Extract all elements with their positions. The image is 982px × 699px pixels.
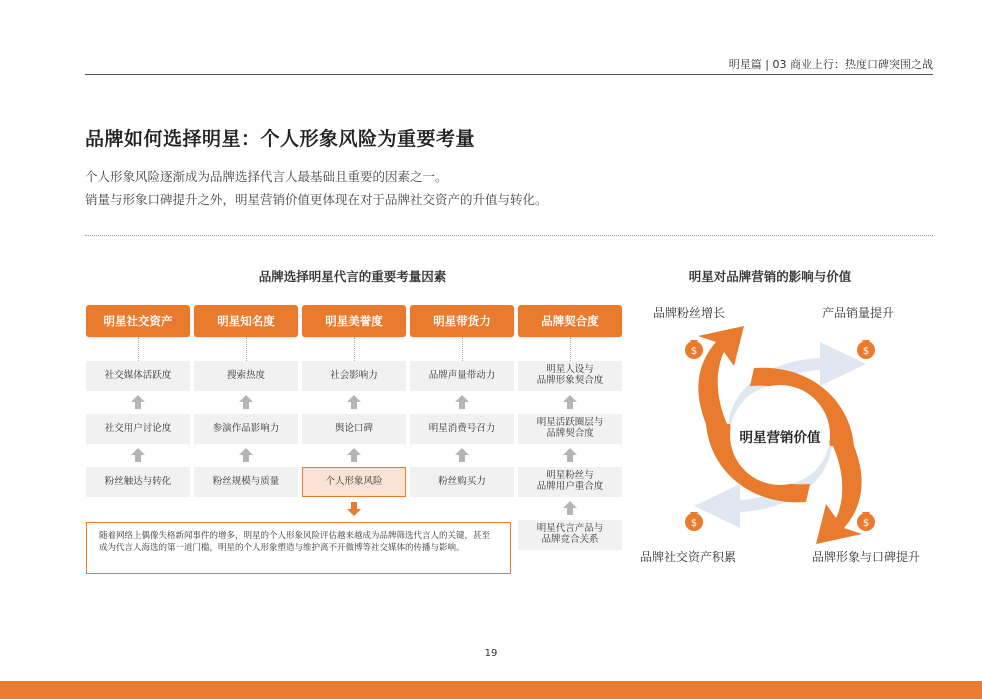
factor-box: 社交媒体活跃度 xyxy=(86,361,190,391)
up-arrow-icon xyxy=(562,395,578,409)
column-head: 明星带货力 xyxy=(410,305,514,337)
factor-box: 参演作品影响力 xyxy=(194,414,298,444)
up-arrow-icon xyxy=(454,395,470,409)
up-arrow-icon xyxy=(130,448,146,462)
up-arrow-icon xyxy=(454,448,470,462)
factor-column-social-assets xyxy=(86,305,190,487)
connector-line xyxy=(570,337,571,361)
factor-box: 粉丝购买力 xyxy=(410,467,514,497)
money-bag-icon xyxy=(857,512,875,531)
column-head: 品牌契合度 xyxy=(518,305,622,337)
connector-line xyxy=(462,337,463,361)
up-arrow-icon xyxy=(238,395,254,409)
up-arrow-icon xyxy=(238,448,254,462)
factor-box: 社交用户讨论度 xyxy=(86,414,190,444)
label-bottom-left: 品牌社交资产积累 xyxy=(640,550,737,564)
connector-line xyxy=(354,337,355,361)
up-arrow-icon xyxy=(562,501,578,515)
subtitle-line-2: 销量与形象口碑提升之外，明星营销价值更体现在对于品牌社交资产的升值与转化。 xyxy=(85,192,548,207)
label-top-right: 产品销量提升 xyxy=(822,306,895,320)
svg-text:$: $ xyxy=(690,518,698,529)
factor-box: 粉丝触达与转化 xyxy=(86,467,190,497)
column-head: 明星社交资产 xyxy=(86,305,190,337)
factor-box: 明星消费号召力 xyxy=(410,414,514,444)
column-head: 明星知名度 xyxy=(194,305,298,337)
factor-box: 粉丝规模与质量 xyxy=(194,467,298,497)
label-bottom-right: 品牌形象与口碑提升 xyxy=(812,550,921,564)
left-section-title: 品牌选择明星代言的重要考量因素 xyxy=(258,269,447,284)
factor-column-brand-fit xyxy=(518,305,622,545)
up-arrow-icon xyxy=(130,395,146,409)
up-arrow-icon xyxy=(346,448,362,462)
running-header: 明星篇 | 03 商业上行：热度口碑突围之战 xyxy=(728,58,933,71)
up-arrow-icon xyxy=(346,395,362,409)
money-bag-icon xyxy=(685,340,703,359)
factor-box: 品牌声量带动力 xyxy=(410,361,514,391)
page-title: 品牌如何选择明星：个人形象风险为重要考量 xyxy=(85,128,476,150)
factor-box: 舆论口碑 xyxy=(302,414,406,444)
factor-box: 明星人设与 品牌形象契合度 xyxy=(518,361,622,391)
factor-box: 明星代言产品与 品牌竞合关系 xyxy=(518,520,622,550)
factor-box: 明星活跃圈层与 品牌契合度 xyxy=(518,414,622,444)
column-head: 明星美誉度 xyxy=(302,305,406,337)
footer-bar xyxy=(0,681,982,699)
page-number: 19 xyxy=(484,648,498,659)
svg-text:$: $ xyxy=(862,518,870,529)
down-arrow-icon xyxy=(346,502,362,516)
factor-column-reputation xyxy=(302,305,406,487)
header-divider xyxy=(85,74,933,75)
connector-line xyxy=(138,337,139,361)
money-bag-icon xyxy=(857,340,875,359)
svg-text:$: $ xyxy=(862,346,870,357)
svg-text:$: $ xyxy=(690,346,698,357)
factor-box: 社会影响力 xyxy=(302,361,406,391)
factor-box: 搜索热度 xyxy=(194,361,298,391)
connector-line xyxy=(246,337,247,361)
factor-box: 明星粉丝与 品牌用户重合度 xyxy=(518,467,622,497)
right-section-title: 明星对品牌营销的影响与价值 xyxy=(688,269,852,284)
note-box: 随着网络上偶像失格新闻事件的增多，明星的个人形象风险评估越来越成为品牌筛选代言人的关键，甚至成为代言人海选的第一道门槛，明星的个人形象塑造与维护离不开微博等社交媒体的传播与影响。 xyxy=(86,522,511,574)
subtitle-line-1: 个人形象风险逐渐成为品牌选择代言人最基础且重要的因素之一。 xyxy=(85,169,448,184)
factor-column-fame xyxy=(194,305,298,487)
money-bag-icon xyxy=(685,512,703,531)
center-label: 明星营销价值 xyxy=(739,430,821,446)
up-arrow-icon xyxy=(562,448,578,462)
factor-column-sales-power xyxy=(410,305,514,487)
section-divider xyxy=(85,235,933,236)
factor-box-highlighted: 个人形象风险 xyxy=(302,467,406,497)
label-top-left: 品牌粉丝增长 xyxy=(653,306,726,320)
